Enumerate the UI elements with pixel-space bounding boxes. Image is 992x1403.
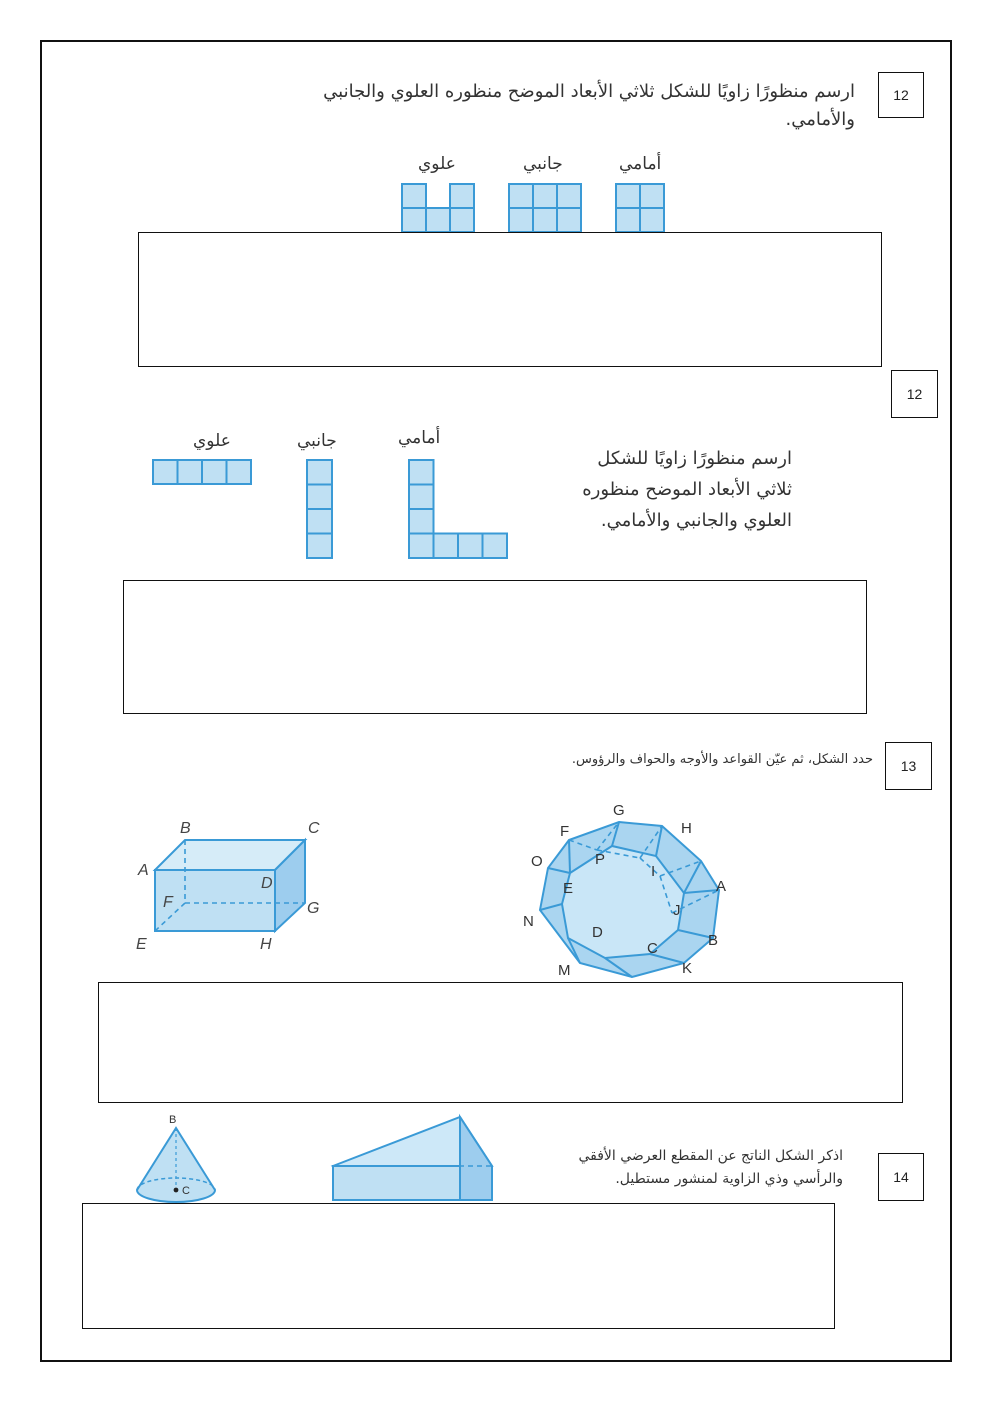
view-label-top-12b: علوي <box>193 431 231 451</box>
polyhedron-vertex-label: H <box>681 820 692 837</box>
polyhedron-vertex-label: B <box>708 932 719 949</box>
polyhedron-vertex-label: O <box>531 853 543 870</box>
answer-box-12b[interactable] <box>123 580 867 714</box>
grid-cell <box>533 184 557 208</box>
view-label-front-12a: أمامي <box>619 154 662 174</box>
grid-cell <box>450 184 474 208</box>
polyhedron-vertex-label: N <box>523 913 534 930</box>
question-12b-line1: ارسم منظورًا زاويًا للشكل <box>597 448 792 469</box>
grid-cell <box>616 208 640 232</box>
cone-base-center <box>174 1188 179 1193</box>
grid-cell <box>557 184 581 208</box>
question-number-12a: 12 <box>878 72 924 118</box>
view-label-side-12b: جانبي <box>297 431 337 451</box>
question-number-12b: 12 <box>891 370 938 418</box>
grid-cell <box>426 208 450 232</box>
question-text-12b <box>520 443 792 536</box>
grid-cell <box>509 208 533 232</box>
front-view-figure-12a <box>615 183 667 233</box>
front-view-figure-12b <box>408 459 508 559</box>
grid-cell <box>202 460 227 484</box>
polyhedron-vertex-label: K <box>682 960 693 977</box>
polyhedron-vertex-label: G <box>613 802 625 819</box>
grid-cell <box>178 460 203 484</box>
grid-cell <box>409 534 434 559</box>
grid-cell <box>409 460 434 485</box>
grid-cell <box>458 534 483 559</box>
prism-vertex-label: C <box>308 820 320 837</box>
answer-box-12a[interactable] <box>138 232 882 367</box>
question-12b-line3: العلوي والجانبي والأمامي. <box>600 510 792 531</box>
question-12a-line2: والأمامي. <box>785 109 855 130</box>
prism-vertex-label: A <box>138 862 149 879</box>
polyhedron-vertex-label: I <box>651 863 656 880</box>
polyhedron-vertex-label: P <box>595 851 606 868</box>
grid-cell <box>434 534 459 559</box>
question-14-line1: اذكر الشكل الناتج عن المقطع العرضي الأفقي <box>578 1148 843 1164</box>
grid-cell <box>450 208 474 232</box>
polyhedron-vertex-label: D <box>592 924 603 941</box>
question-number-14: 14 <box>878 1153 924 1201</box>
grid-cell <box>640 208 664 232</box>
grid-cell <box>153 460 178 484</box>
prism-vertex-label: E <box>136 936 147 953</box>
top-view-figure-12b <box>152 459 252 486</box>
cone-apex-label: B <box>169 1114 177 1126</box>
prism-vertex-label: F <box>163 894 173 911</box>
grid-cell <box>307 509 332 534</box>
question-14-line2: والرأسي وذي الزاوية لمنشور مستطيل. <box>615 1171 843 1187</box>
polyhedron-vertex-label: E <box>563 880 574 897</box>
grid-cell <box>509 184 533 208</box>
side-view-figure-12b <box>306 459 334 559</box>
prism-vertex-label: G <box>307 900 320 917</box>
polyhedron-vertex-label: A <box>716 878 727 895</box>
question-text-12a <box>240 78 855 134</box>
view-label-side-12a: جانبي <box>523 154 563 174</box>
grid-cell <box>409 509 434 534</box>
top-view-figure-12a <box>401 183 477 233</box>
grid-cell <box>227 460 252 484</box>
question-text-14 <box>500 1145 843 1191</box>
prism-vertex-label: D <box>261 875 273 892</box>
view-label-top-12a: علوي <box>418 154 456 174</box>
grid-cell <box>307 534 332 559</box>
answer-box-13[interactable] <box>98 982 903 1103</box>
prism-front-face <box>333 1166 460 1200</box>
cone-center-label: C <box>182 1185 190 1197</box>
triangular-prism-figure <box>330 1114 496 1204</box>
question-number-13: 13 <box>885 742 932 790</box>
prism-end-face <box>460 1117 492 1200</box>
grid-cell <box>557 208 581 232</box>
view-label-front-12b: أمامي <box>398 428 441 448</box>
polyhedron-figure <box>520 798 745 983</box>
polyhedron-vertex-label: J <box>673 902 681 919</box>
answer-box-14[interactable] <box>82 1203 835 1329</box>
question-text-13: حدد الشكل، ثم عيّن القواعد والأوجه والحواف والرؤوس. <box>571 752 873 767</box>
grid-cell <box>307 485 332 510</box>
prism-front-face <box>155 870 275 931</box>
grid-cell <box>402 208 426 232</box>
polyhedron-vertex-label: M <box>558 962 571 979</box>
grid-cell <box>640 184 664 208</box>
polyhedron-vertex-label: C <box>647 940 658 957</box>
cone-figure <box>132 1110 224 1204</box>
question-12b-line2: ثلاثي الأبعاد الموضح منظوره <box>582 479 792 500</box>
grid-cell <box>616 184 640 208</box>
grid-cell <box>483 534 508 559</box>
question-12a-line1: ارسم منظورًا زاويًا للشكل ثلاثي الأبعاد الموضح منظوره العلوي والجانبي <box>323 81 855 102</box>
prism-vertex-label: B <box>180 820 191 837</box>
grid-cell <box>409 485 434 510</box>
polyhedron-vertex-label: F <box>560 823 570 840</box>
grid-cell <box>402 184 426 208</box>
grid-cell <box>307 460 332 485</box>
prism-vertex-label: H <box>260 936 272 953</box>
rectangular-prism-figure <box>130 815 330 960</box>
grid-cell <box>533 208 557 232</box>
side-view-figure-12a <box>508 183 584 233</box>
